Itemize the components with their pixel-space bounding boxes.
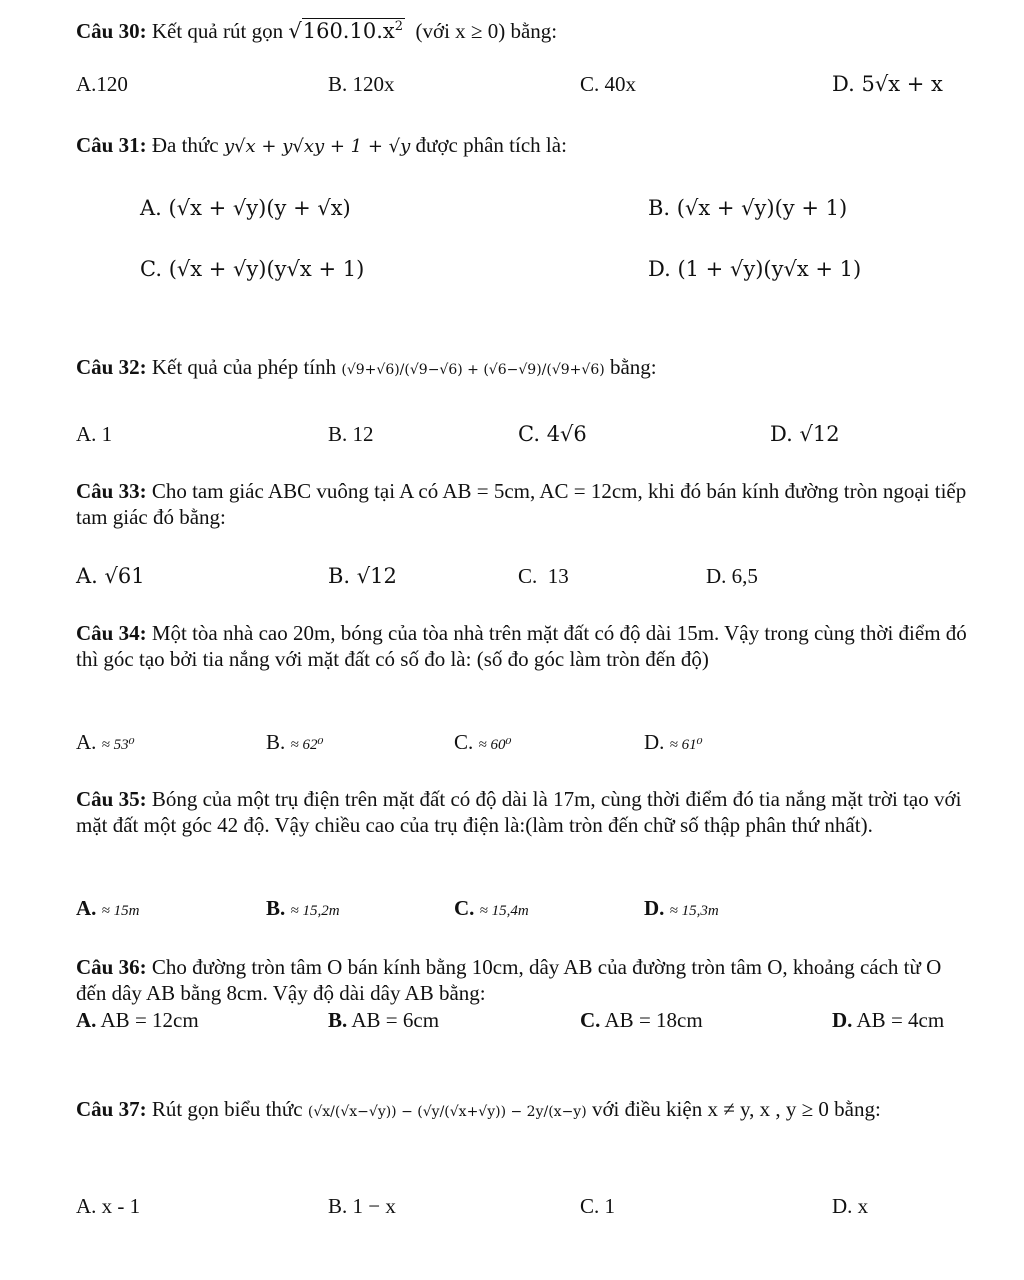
option-d[interactable]: D. ≈ 61⁰ [644, 730, 703, 754]
question-number: Câu 36: [76, 955, 147, 979]
expression: y√x + y√xy + 1 + √y [223, 136, 411, 157]
options-row-31a [0, 194, 1024, 224]
question-text-end: bằng: [609, 355, 657, 379]
option-c[interactable]: C. 40x [580, 72, 637, 96]
question-text: Bóng của một trụ điện trên mặt đất có độ dài là 17m, cùng thời điểm đó tia nắng mặt trời tạo với mặt đất một góc 42 độ. Vậy chiều cao của trụ điện là:(làm tròn đến chữ số thập phân thứ nhất). [76, 787, 962, 837]
question-30 [76, 14, 974, 44]
question-31 [76, 132, 974, 160]
question-number: Câu 31: [76, 133, 147, 157]
question-number: Câu 30: [76, 19, 147, 43]
question-33 [76, 478, 974, 530]
option-b[interactable]: B. AB = 6cm [328, 1008, 440, 1032]
question-text-end: được phân tích là: [415, 133, 567, 157]
option-a[interactable]: A. √61 [76, 564, 145, 588]
option-d[interactable]: D. AB = 4cm [832, 1008, 945, 1032]
option-b[interactable]: B. 1 − x [328, 1194, 396, 1218]
options-row-33 [0, 562, 1024, 592]
option-b[interactable]: B. ≈ 15,2m [266, 896, 340, 920]
question-text: Một tòa nhà cao 20m, bóng của tòa nhà trên mặt đất có độ dài 15m. Vậy trong cùng thời điểm đó thì góc tạo bởi tia nắng với mặt đất có số đo là: (số đo góc làm tròn đến độ) [76, 621, 967, 671]
option-c[interactable]: C. ≈ 60⁰ [454, 730, 512, 754]
option-d[interactable]: D. √12 [770, 422, 840, 446]
question-text-end: với điều kiện x ≠ y, x , y ≥ 0 bằng: [591, 1097, 881, 1121]
question-text: Đa thức [151, 133, 219, 157]
option-b[interactable]: B. 120x [328, 72, 395, 96]
option-a[interactable]: A. ≈ 15m [76, 896, 140, 920]
options-row-32 [0, 420, 1024, 450]
option-a[interactable]: A. 1 [76, 422, 113, 446]
option-c[interactable]: C. (√x + √y)(y√x + 1) [140, 257, 365, 281]
question-35 [76, 786, 974, 838]
option-a[interactable]: A. ≈ 53⁰ [76, 730, 135, 754]
expression: $√160.10.x^2$ [288, 19, 403, 43]
question-34 [76, 620, 974, 672]
question-text: Kết quả của phép tính [151, 355, 337, 379]
option-b[interactable]: B. 12 [328, 422, 374, 446]
option-a[interactable]: A.120 [76, 72, 128, 96]
option-d[interactable]: D. ≈ 15,3m [644, 896, 719, 920]
question-text: Kết quả rút gọn [151, 19, 284, 43]
question-number: Câu 33: [76, 479, 147, 503]
option-c[interactable]: C. 13 [518, 564, 569, 588]
question-37 [76, 1096, 974, 1125]
options-row-35 [0, 894, 1024, 924]
option-a[interactable]: A. AB = 12cm [76, 1008, 199, 1032]
option-d[interactable]: D. 5√x + x [832, 72, 943, 96]
options-row-37 [0, 1192, 1024, 1222]
option-d[interactable]: D. 6,5 [706, 564, 758, 588]
question-number: Câu 34: [76, 621, 147, 645]
option-c[interactable]: C. AB = 18cm [580, 1008, 703, 1032]
options-row-31b [0, 255, 1024, 285]
question-number: Câu 32: [76, 355, 147, 379]
question-text: Rút gọn biểu thức [151, 1097, 303, 1121]
option-b[interactable]: B. (√x + √y)(y + 1) [648, 196, 848, 220]
expression: (√9+√6)/(√9−√6) + (√6−√9)/(√9+√6) [341, 362, 605, 378]
option-d[interactable]: D. x [832, 1194, 869, 1218]
option-c[interactable]: C. ≈ 15,4m [454, 896, 529, 920]
option-b[interactable]: B. ≈ 62⁰ [266, 730, 324, 754]
option-a[interactable]: A. (√x + √y)(y + √x) [140, 196, 351, 220]
question-text: Cho đường tròn tâm O bán kính bằng 10cm, dây AB của đường tròn tâm O, khoảng cách từ O đến dây AB bằng 8cm. Vậy độ dài dây AB bằng: [76, 955, 942, 1005]
question-text: Cho tam giác ABC vuông tại A có AB = 5cm, AC = 12cm, khi đó bán kính đường tròn ngoại tiếp tam giác đó bằng: [76, 479, 967, 529]
option-a[interactable]: A. x - 1 [76, 1194, 141, 1218]
question-text-end: (với x ≥ 0) bằng: [415, 19, 558, 43]
expression: (√x/(√x−√y)) − (√y/(√x+√y)) − 2y/(x−y) [307, 1104, 587, 1120]
question-32 [76, 354, 974, 383]
options-row-30 [0, 70, 1024, 100]
question-number: Câu 37: [76, 1097, 147, 1121]
question-number: Câu 35: [76, 787, 147, 811]
option-d[interactable]: D. (1 + √y)(y√x + 1) [648, 257, 862, 281]
options-row-34 [0, 728, 1024, 758]
option-b[interactable]: B. √12 [328, 564, 397, 588]
options-row-36 [0, 1006, 1024, 1036]
option-c[interactable]: C. 4√6 [518, 422, 587, 446]
question-36 [76, 954, 974, 1006]
option-c[interactable]: C. 1 [580, 1194, 616, 1218]
